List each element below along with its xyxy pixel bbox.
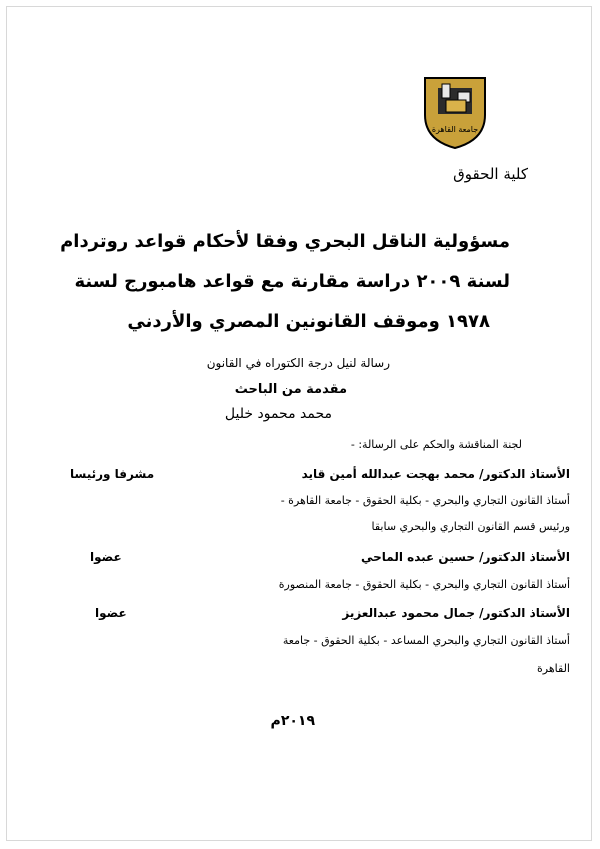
title-line-3: ١٩٧٨ وموقف القانونين المصري والأردني xyxy=(127,311,490,332)
committee-member-3-name: الأستاذ الدكتور/ جمال محمود عبدالعزيز xyxy=(342,606,570,620)
committee-member-3-role: عضوا xyxy=(95,606,127,620)
committee-member-1-affiliation-2: ورئيس قسم القانون التجاري والبحري سابقا xyxy=(371,520,570,533)
committee-member-1-affiliation: أستاذ القانون التجاري والبحري - بكلية الحقوق - جامعة القاهرة - xyxy=(280,494,570,507)
committee-title: لجنة المناقشة والحكم على الرسالة: - xyxy=(350,438,522,451)
submitted-by-label: مقدمة من الباحث xyxy=(234,382,347,397)
faculty-name: كلية الحقوق xyxy=(453,165,528,183)
committee-member-1-role: مشرفا ورئيسا xyxy=(70,467,155,481)
committee-member-2-role: عضوا xyxy=(90,550,122,564)
title-line-1: مسؤولية الناقل البحري وفقا لأحكام قواعد روتردام xyxy=(60,231,510,252)
degree-statement: رسالة لنيل درجة الكتوراه في القانون xyxy=(206,356,390,370)
committee-member-3-affiliation: أستاذ القانون التجاري والبحري المساعد - بكلية الحقوق - جامعة xyxy=(282,634,570,647)
committee-member-2-name: الأستاذ الدكتور/ حسين عبده الماحي xyxy=(361,550,570,564)
cairo-university-logo xyxy=(420,70,490,150)
committee-member-3-affiliation-2: القاهرة xyxy=(537,662,570,675)
year: ٢٠١٩م xyxy=(270,713,315,729)
committee-member-1-name: الأستاذ الدكتور/ محمد بهجت عبدالله أمين قايد xyxy=(301,467,570,481)
committee-member-2-affiliation: أستاذ القانون التجاري والبحري - بكلية الحقوق - جامعة المنصورة xyxy=(278,578,570,591)
thesis-title xyxy=(40,222,510,342)
researcher-name: محمد محمود خليل xyxy=(224,406,332,422)
title-line-2: لسنة ٢٠٠٩ دراسة مقارنة مع قواعد هامبورج لسنة xyxy=(74,271,510,292)
svg-text:جامعة القاهرة: جامعة القاهرة xyxy=(431,125,479,134)
